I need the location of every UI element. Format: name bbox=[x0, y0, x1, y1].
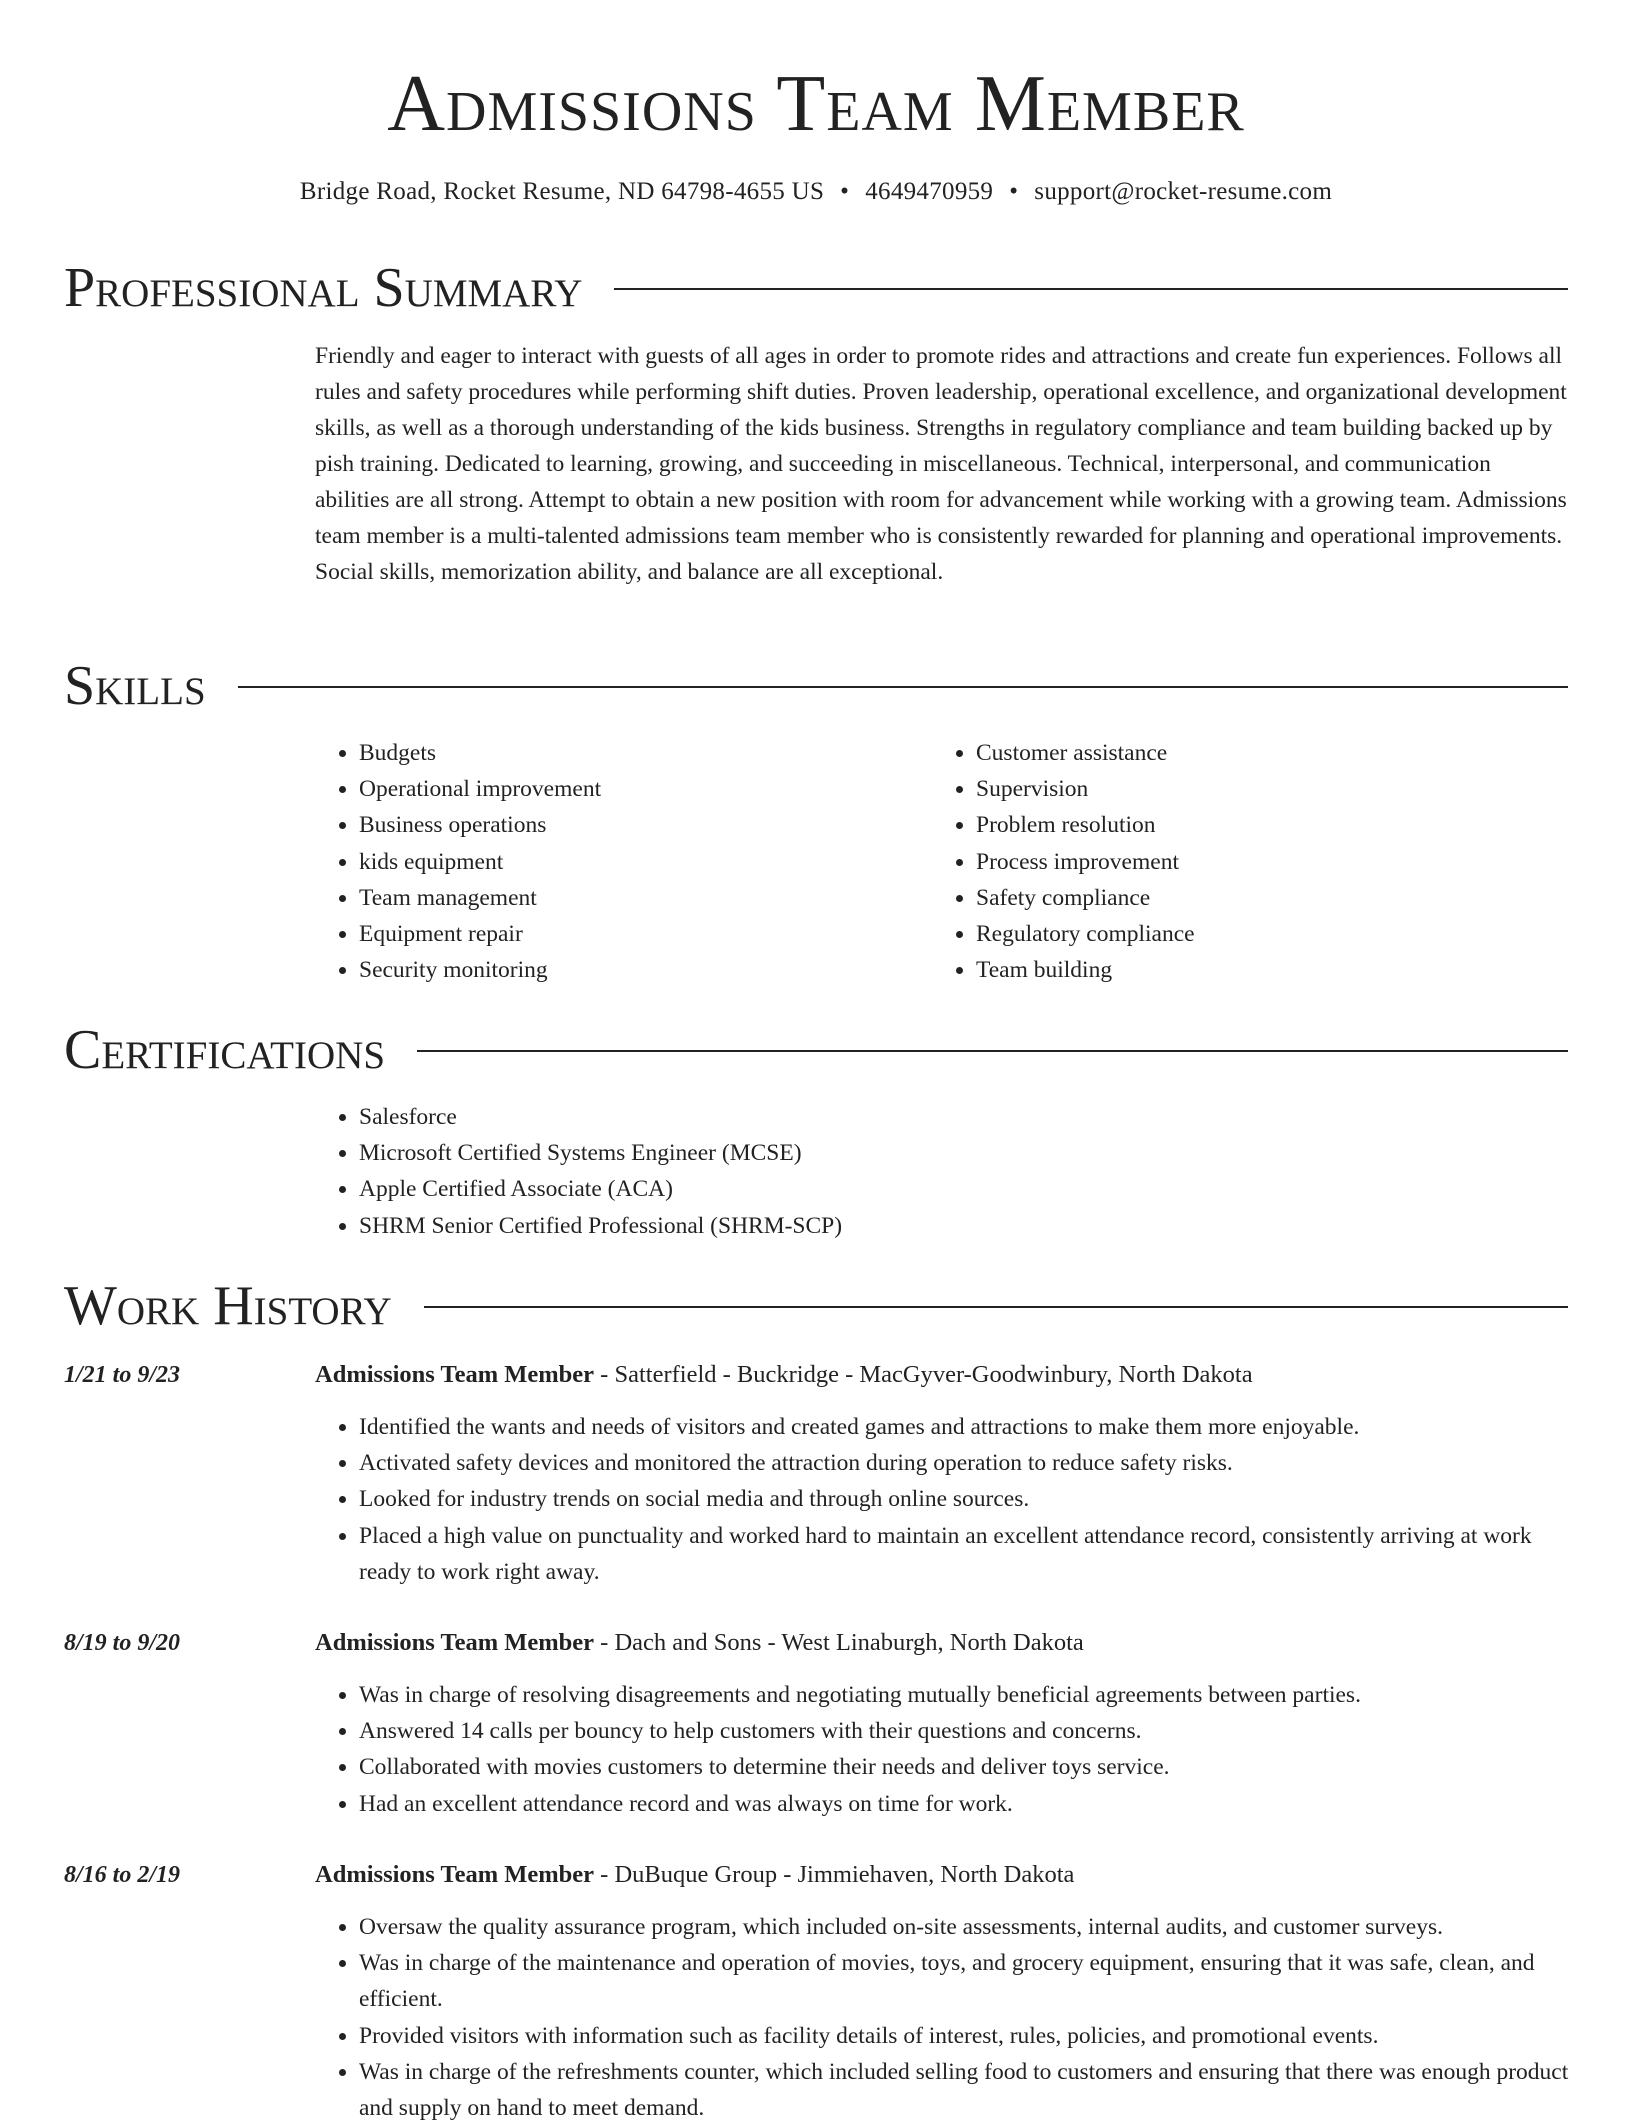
skill-item: • Team management bbox=[359, 880, 875, 916]
certification-item: • Salesforce bbox=[359, 1099, 1315, 1135]
skill-item: • Supervision bbox=[976, 771, 1492, 807]
job-title: Admissions Team Member bbox=[315, 1861, 595, 1888]
job-duty: • Oversaw the quality assurance program, which included on-site assessments, internal audits, and customer surveys. bbox=[359, 1909, 1570, 1945]
job-duty: • Had an excellent attendance record and was always on time for work. bbox=[359, 1786, 1570, 1822]
job-duties bbox=[315, 1409, 1570, 1590]
job-duty: • Identified the wants and needs of visitors and created games and attractions to make them more enjoyable. bbox=[359, 1409, 1570, 1445]
job-title: Admissions Team Member bbox=[315, 1629, 595, 1656]
job-dates: 1/21 to 9/23 bbox=[64, 1362, 181, 1388]
skill-item: • Operational improvement bbox=[359, 771, 875, 807]
separator-dot: • bbox=[840, 178, 850, 205]
address: Bridge Road, Rocket Resume, ND 64798-4655 US bbox=[299, 178, 825, 205]
email-address: support@rocket-resume.com bbox=[1034, 178, 1333, 205]
certifications-list bbox=[315, 1099, 1315, 1244]
skills-section-header bbox=[64, 654, 1568, 718]
section-divider bbox=[417, 1050, 1568, 1052]
skills-heading: Skills bbox=[64, 655, 206, 717]
job-duties-list bbox=[315, 1409, 1570, 1590]
certifications-heading: Certifications bbox=[64, 1019, 386, 1081]
job-heading bbox=[315, 1857, 1570, 1893]
summary-section-header bbox=[64, 256, 1568, 320]
job-company: - DuBuque Group - Jimmiehaven, North Dakota bbox=[594, 1861, 1075, 1888]
job-duties bbox=[315, 1909, 1570, 2126]
separator-dot: • bbox=[1009, 178, 1019, 205]
work-history-heading: Work History bbox=[64, 1275, 392, 1337]
skill-item: • Customer assistance bbox=[976, 735, 1492, 771]
skill-item: • Process improvement bbox=[976, 844, 1492, 880]
job-heading bbox=[315, 1625, 1570, 1661]
section-divider bbox=[424, 1306, 1568, 1308]
section-divider bbox=[614, 288, 1568, 290]
job-title: Admissions Team Member bbox=[315, 1361, 595, 1388]
job-dates: 8/16 to 2/19 bbox=[64, 1862, 181, 1888]
skills-right-column bbox=[932, 735, 1492, 988]
certifications-block bbox=[315, 1099, 1315, 1244]
skill-item: • Safety compliance bbox=[976, 880, 1492, 916]
skill-item: • Security monitoring bbox=[359, 952, 875, 988]
job-duty: • Looked for industry trends on social media and through online sources. bbox=[359, 1481, 1570, 1517]
skill-item: • Problem resolution bbox=[976, 807, 1492, 843]
job-heading bbox=[315, 1357, 1570, 1393]
job-duty: • Activated safety devices and monitored the attraction during operation to reduce safety risks. bbox=[359, 1445, 1570, 1481]
job-dates: 8/19 to 9/20 bbox=[64, 1630, 181, 1656]
work-history-section-header bbox=[64, 1274, 1568, 1338]
skill-item: • Budgets bbox=[359, 735, 875, 771]
skills-list-right bbox=[932, 735, 1492, 988]
skill-item: • Equipment repair bbox=[359, 916, 875, 952]
job-duty: • Provided visitors with information such as facility details of interest, rules, policies, and promotional events. bbox=[359, 2018, 1570, 2054]
certification-item: • Apple Certified Associate (ACA) bbox=[359, 1171, 1315, 1207]
skills-left-column bbox=[315, 735, 875, 988]
certification-item: • Microsoft Certified Systems Engineer (MCSE) bbox=[359, 1135, 1315, 1171]
phone-number: 4649470959 bbox=[865, 178, 994, 205]
job-duties-list bbox=[315, 1909, 1570, 2126]
section-divider bbox=[238, 686, 1568, 688]
job-duty: • Answered 14 calls per bouncy to help customers with their questions and concerns. bbox=[359, 1713, 1570, 1749]
certifications-section-header bbox=[64, 1018, 1568, 1082]
job-duties bbox=[315, 1677, 1570, 1822]
skill-item: • kids equipment bbox=[359, 844, 875, 880]
job-company: - Satterfield - Buckridge - MacGyver-Goodwinbury, North Dakota bbox=[594, 1361, 1253, 1388]
contact-line bbox=[0, 172, 1632, 212]
skill-item: • Regulatory compliance bbox=[976, 916, 1492, 952]
skills-list-left bbox=[315, 735, 875, 988]
job-duty: • Was in charge of the maintenance and operation of movies, toys, and grocery equipment, ensuring that it was safe, clean, and efficient. bbox=[359, 1945, 1570, 2017]
job-duties-list bbox=[315, 1677, 1570, 1822]
skill-item: • Team building bbox=[976, 952, 1492, 988]
job-company: - Dach and Sons - West Linaburgh, North Dakota bbox=[594, 1629, 1084, 1656]
job-duty: • Was in charge of the refreshments counter, which included selling food to customers and ensuring that there was enough product and supply on hand to meet demand. bbox=[359, 2054, 1570, 2126]
job-duty: • Was in charge of resolving disagreements and negotiating mutually beneficial agreements between parties. bbox=[359, 1677, 1570, 1713]
job-duty: • Placed a high value on punctuality and worked hard to maintain an excellent attendance record, consistently arriving at work ready to work right away. bbox=[359, 1518, 1570, 1590]
summary-heading: Professional Summary bbox=[64, 257, 583, 319]
summary-text: Friendly and eager to interact with guests of all ages in order to promote rides and attractions and create fun experiences. Follows all rules and safety procedures while performing shift duties. Proven leadership, operational excellence, and organizational development skills, as well as a thorough understanding of the kids business. Strengths in regulatory compliance and team building backed up by pish training. Dedicated to learning, growing, and succeeding in miscellaneous. Technical, interpersonal, and communication abilities are all strong. Attempt to obtain a new position with room for advancement while working with a growing team. Admissions team member is a multi-talented admissions team member who is consistently rewarded for planning and operational improvements. Social skills, memorization ability, and balance are all exceptional. bbox=[315, 343, 1567, 585]
job-duty: • Collaborated with movies customers to determine their needs and deliver toys service. bbox=[359, 1749, 1570, 1785]
certification-item: • SHRM Senior Certified Professional (SHRM-SCP) bbox=[359, 1208, 1315, 1244]
candidate-name: Admissions Team Member bbox=[387, 60, 1245, 148]
skill-item: • Business operations bbox=[359, 807, 875, 843]
